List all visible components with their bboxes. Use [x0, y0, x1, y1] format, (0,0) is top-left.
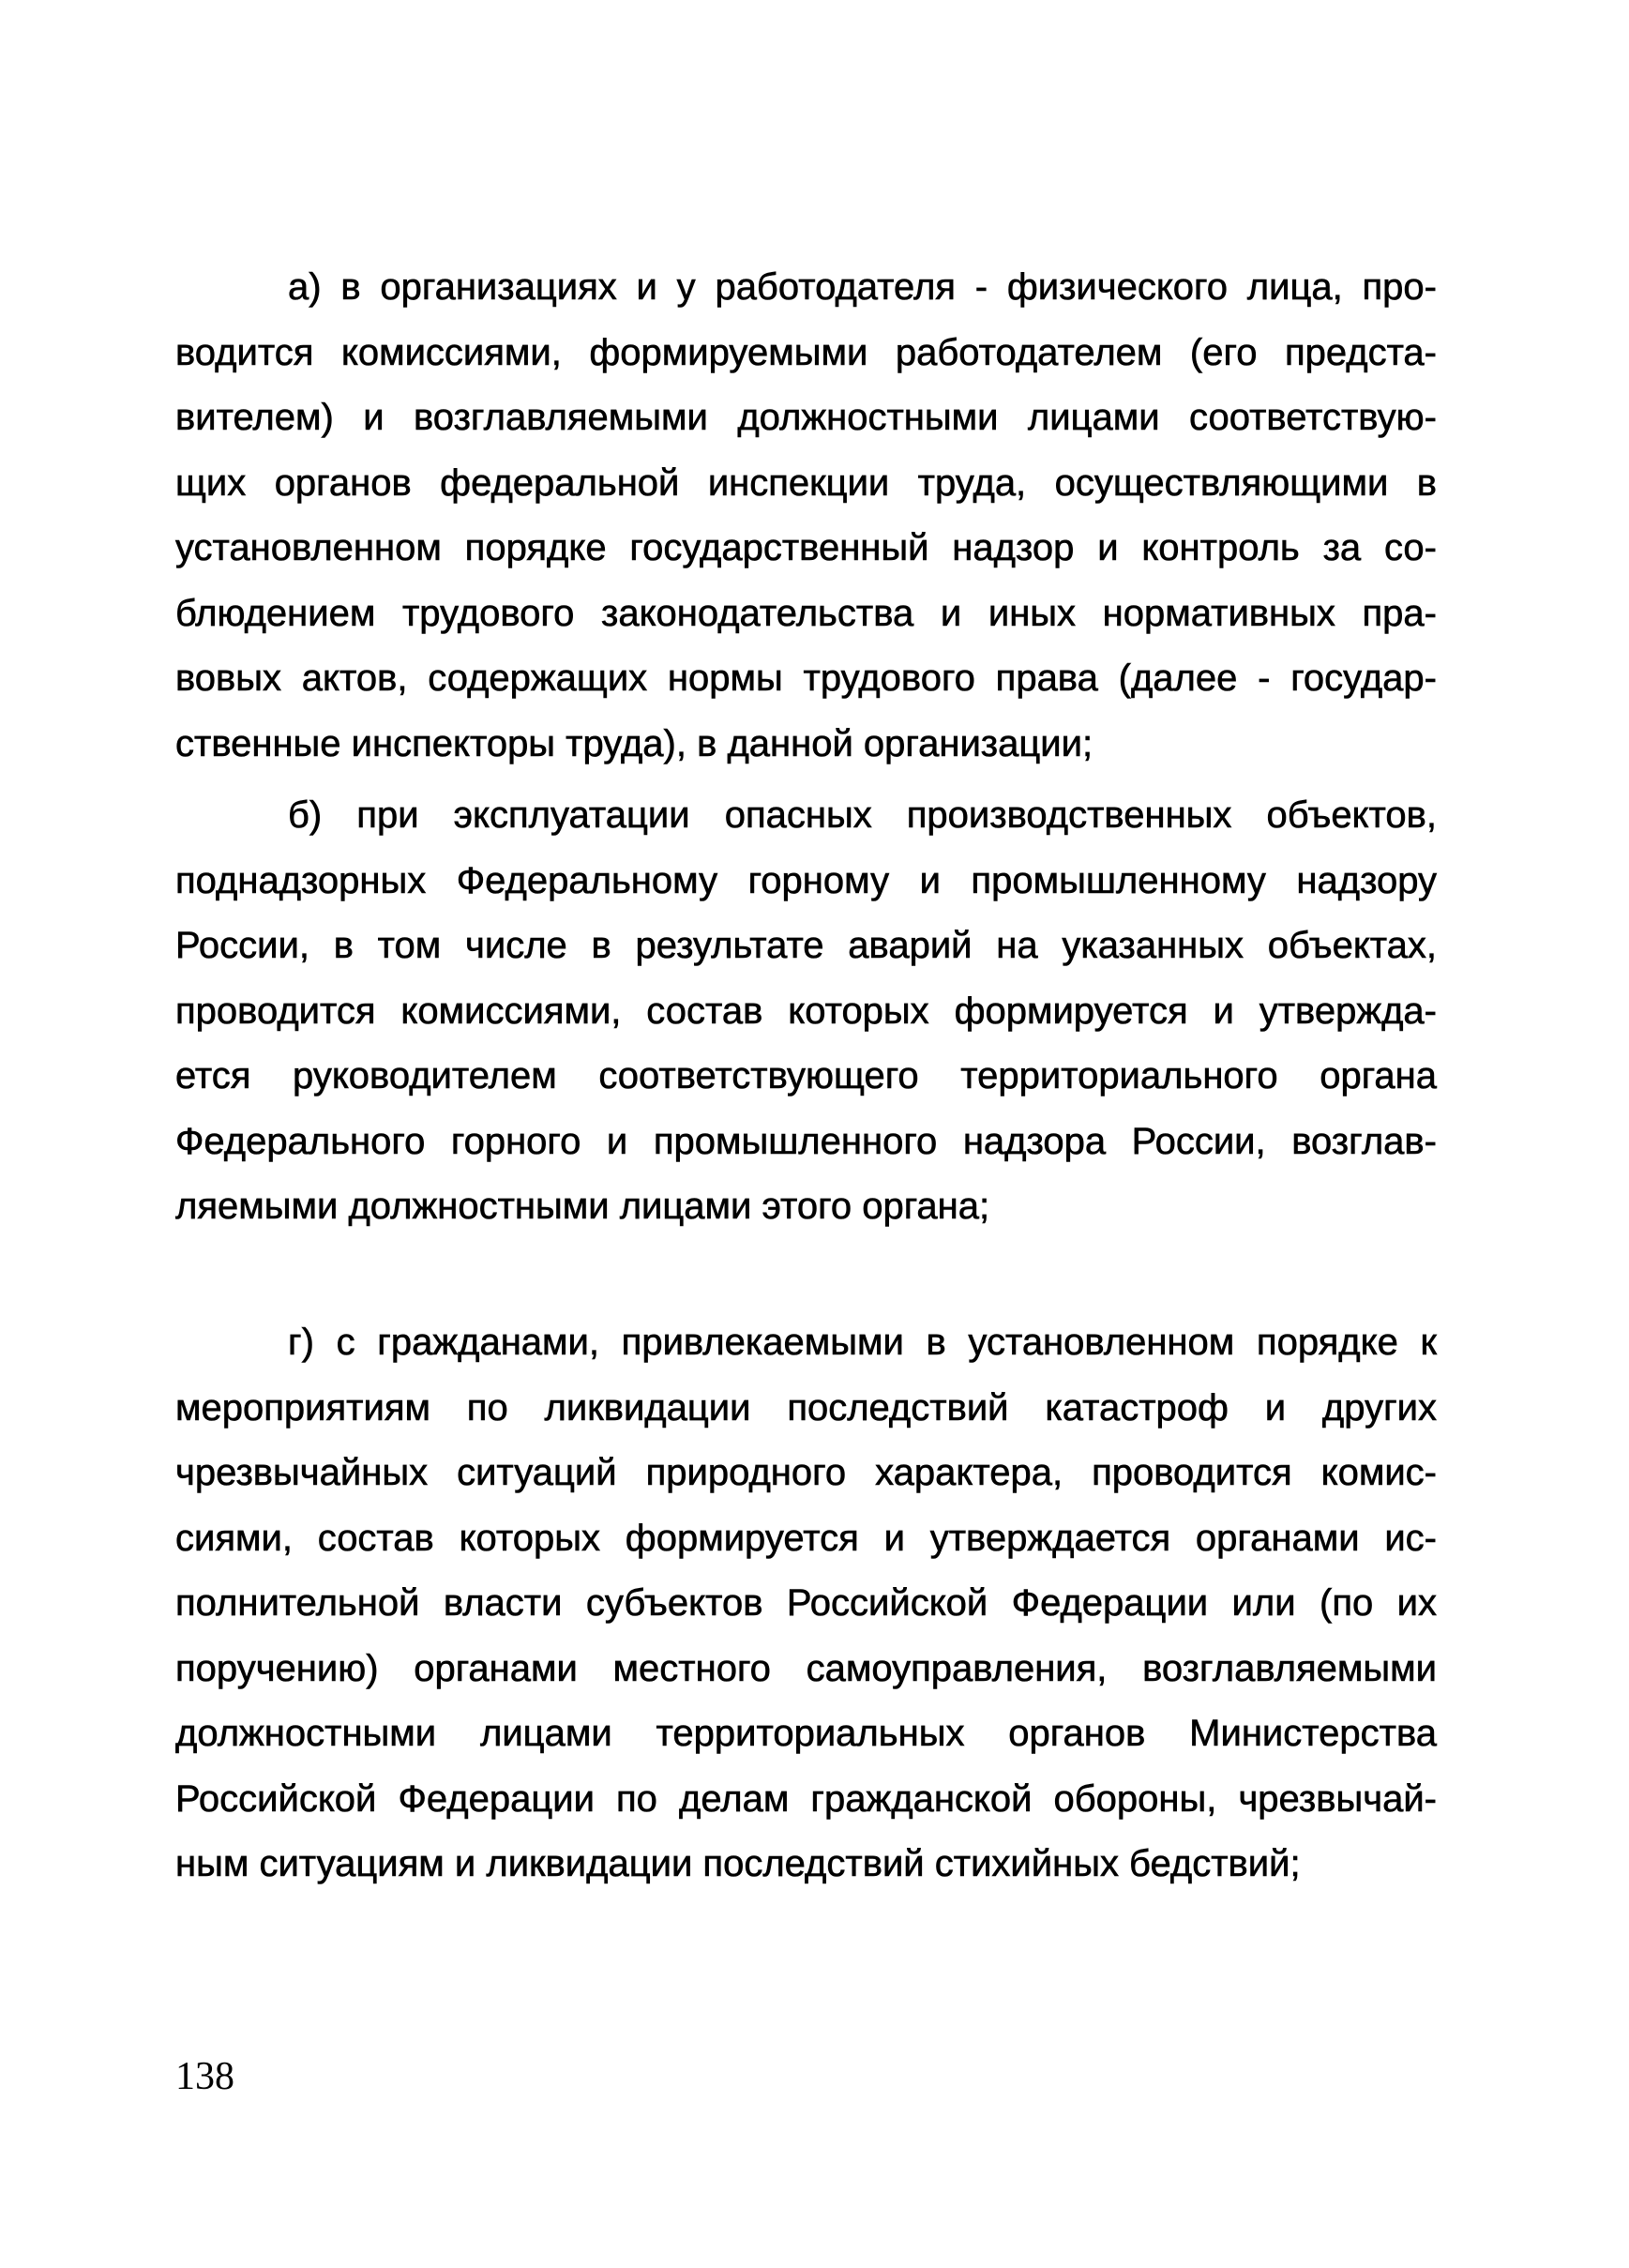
paragraph-g	[175, 1310, 1437, 1898]
text-line: б) при эксплуатации опасных производственных объектов,	[288, 794, 1437, 836]
text-line: сиями, состав которых формируется и утверждается органами ис-	[175, 1517, 1437, 1559]
text-line: полнительной власти субъектов Российской Федерации или (по их	[175, 1582, 1437, 1624]
text-line: установленном порядке государственный надзор и контроль за со-	[175, 527, 1437, 568]
text-line: ется руководителем соответствующего территориального органа	[175, 1055, 1437, 1096]
text-line: щих органов федеральной инспекции труда, осуществляющими в	[175, 461, 1437, 504]
text-line: ляемыми должностными лицами этого органа;	[175, 1186, 990, 1227]
text-line: чрезвычайных ситуаций природного характера, проводится комис-	[175, 1452, 1437, 1493]
text-line: вовых актов, содержащих нормы трудового права (далее - государ-	[175, 658, 1437, 699]
text-line: должностными лицами территориальных органов Министерства	[175, 1713, 1437, 1754]
page-number: 138	[175, 2055, 234, 2098]
text-line: ственные инспекторы труда), в данной организации;	[175, 722, 1094, 764]
text-line: поручению) органами местного самоуправления, возглавляемыми	[175, 1647, 1437, 1689]
text-line: г) с гражданами, привлекаемыми в установленном порядке к	[288, 1322, 1437, 1363]
text-line: России, в том числе в результате аварий на указанных объектах,	[175, 925, 1437, 966]
paragraph-a	[175, 255, 1437, 777]
text-line: вителем) и возглавляемыми должностными лицами соответствую-	[175, 397, 1437, 438]
text-line: мероприятиям по ликвидации последствий катастроф и других	[175, 1386, 1437, 1429]
text-line: водится комиссиями, формируемыми работодателем (его предста-	[175, 331, 1437, 373]
text-line: Федерального горного и промышленного надзора России, возглав-	[175, 1120, 1437, 1162]
text-line: поднадзорных Федеральному горному и промышленному надзору	[175, 859, 1437, 901]
text-line: блюдением трудового законодательства и иных нормативных пра-	[175, 592, 1437, 634]
paragraph-b	[175, 783, 1437, 1240]
text-line: проводится комиссиями, состав которых формируется и утвержда-	[175, 990, 1437, 1032]
text-line: ным ситуациям и ликвидации последствий стихийных бедствий;	[175, 1843, 1301, 1884]
text-line: Российской Федерации по делам гражданской обороны, чрезвычай-	[175, 1777, 1437, 1820]
text-line: а) в организациях и у работодателя - физического лица, про-	[288, 266, 1437, 308]
